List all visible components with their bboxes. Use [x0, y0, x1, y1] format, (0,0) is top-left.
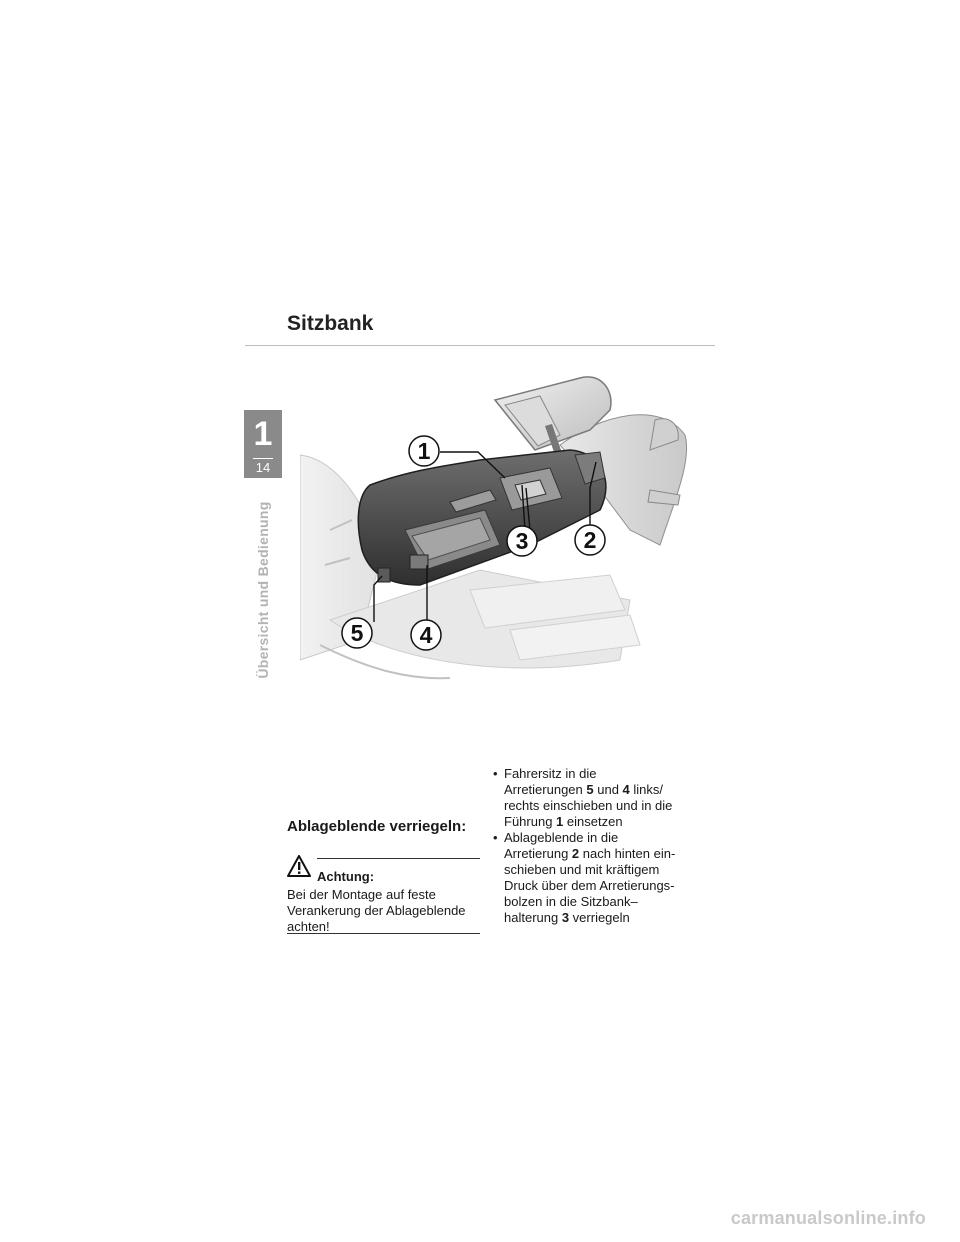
callout-4 [411, 620, 441, 650]
title-divider [245, 345, 715, 346]
warning-top-rule [317, 858, 480, 859]
svg-text:5: 5 [350, 620, 364, 646]
watermark-text: carmanualsonline.info [730, 1208, 926, 1228]
chapter-separator [253, 458, 273, 459]
svg-text:2: 2 [583, 527, 597, 553]
svg-text:1: 1 [417, 438, 431, 464]
section-subheading: Ablageblende verriegeln: [287, 818, 467, 835]
warning-triangle-icon [287, 855, 311, 877]
svg-text:3: 3 [515, 528, 529, 554]
warning-bottom-rule [287, 933, 480, 934]
callout-1 [409, 436, 439, 466]
bullet-icon: • [493, 766, 498, 781]
page-title: Sitzbank [287, 312, 374, 335]
list-item: • Ablageblende in die Arretierung 2 nach hinten ein- schieben und mit kräftigem Druck über dem Arretierungs- bolzen in die Sitzbank– halterung 3 verriegeln [493, 830, 676, 925]
callout-5 [342, 618, 372, 648]
chapter-side-label: Übersicht und Bedienung [255, 501, 271, 679]
warning-title: Achtung: [317, 869, 375, 884]
warning-text: Bei der Montage auf feste Verankerung der Ablageblende achten! [287, 887, 466, 934]
seat-illustration [300, 360, 710, 690]
chapter-tab [244, 410, 282, 478]
svg-text:4: 4 [419, 622, 433, 648]
callout-3 [507, 526, 537, 556]
list-item: • Fahrersitz in die Arretierungen 5 und 4 links/ rechts einschieben und in die Führung 1 einsetzen [493, 766, 673, 829]
seat-drawing [358, 450, 606, 585]
callout-2 [575, 525, 605, 555]
instruction-list [493, 766, 718, 926]
bullet-icon: • [493, 830, 498, 845]
page-number: 14 [255, 460, 271, 475]
chapter-number: 1 [253, 415, 273, 453]
